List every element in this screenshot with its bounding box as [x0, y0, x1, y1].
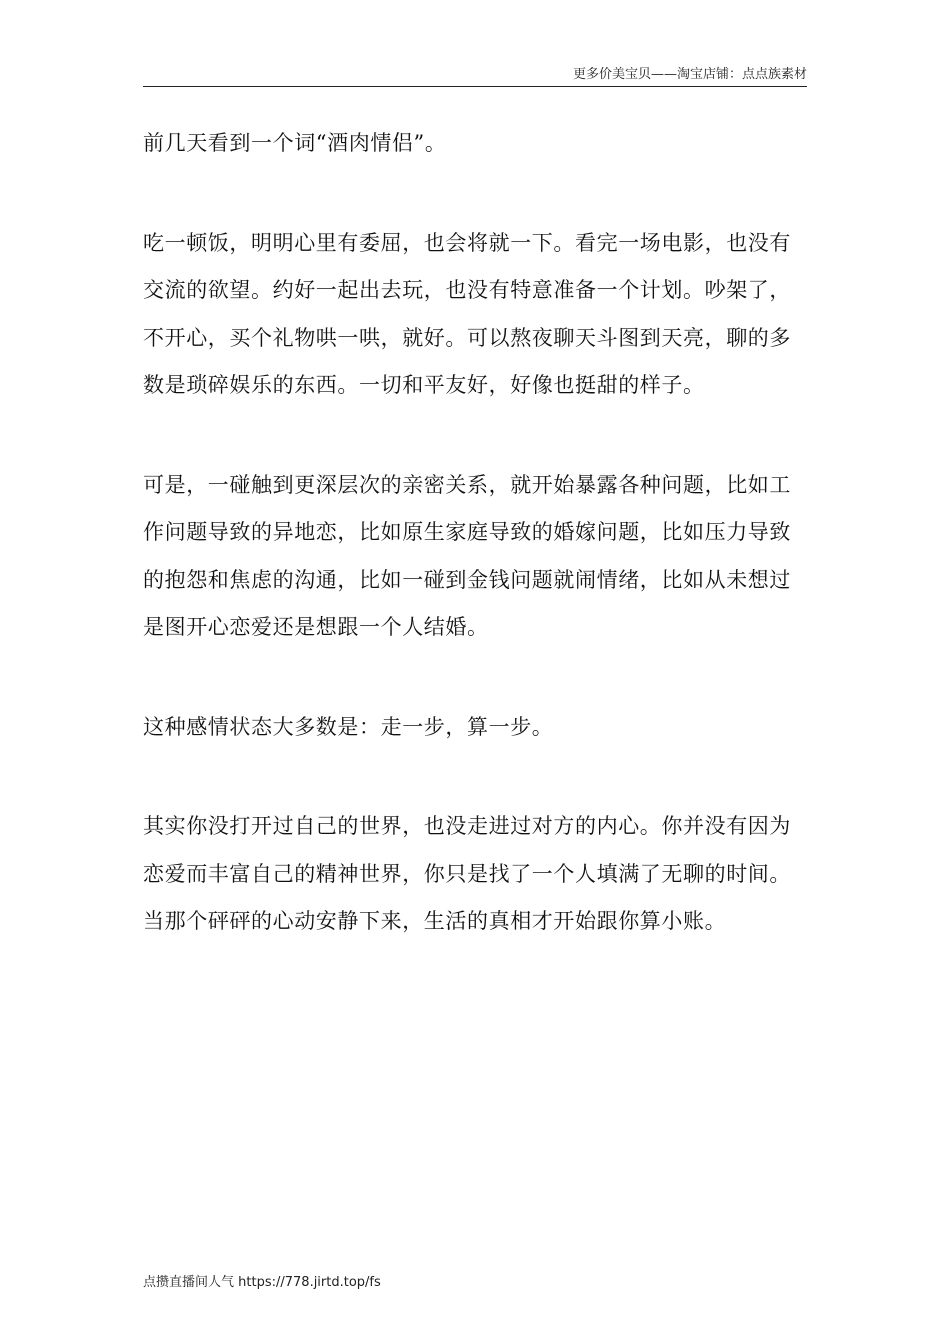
paragraph-4: 这种感情状态大多数是：走一步，算一步。: [143, 714, 554, 739]
footer-link[interactable]: https://778.jirtd.top/fs: [238, 1275, 381, 1290]
page-footer: [143, 1274, 381, 1292]
paragraph-1: 前几天看到一个词“酒肉情侣”。: [143, 131, 447, 155]
paragraph-2: 吃一顿饭，明明心里有委屈，也会将就一下。看完一场电影，也没有交流的欲望。约好一起出去玩，也没有特意准备一个计划。吵架了，不开心，买个礼物哄一哄，就好。可以熬夜聊天斗图到天亮，聊的多数是琐碎娱乐的东西。一切和平友好，好像也挺甜的样子。: [143, 230, 791, 397]
article-body: [143, 120, 807, 998]
footer-label: 点攒直播间人气: [143, 1275, 235, 1290]
paragraph-5: 其实你没打开过自己的世界，也没走进过对方的内心。你并没有因为恋爱而丰富自己的精神世界，你只是找了一个人填满了无聊的时间。当那个砰砰的心动安静下来，生活的真相才开始跟你算小账。: [143, 814, 791, 933]
header-divider: [143, 86, 807, 87]
paragraph-3: 可是，一碰触到更深层次的亲密关系，就开始暴露各种问题，比如工作问题导致的异地恋，比如原生家庭导致的婚嫁问题，比如压力导致的抱怨和焦虑的沟通，比如一碰到金钱问题就闹情绪，比如从未想过是图开心恋爱还是想跟一个人结婚。: [143, 472, 791, 639]
page-header: 更多价美宝贝——淘宝店铺：点点族素材: [572, 67, 807, 82]
